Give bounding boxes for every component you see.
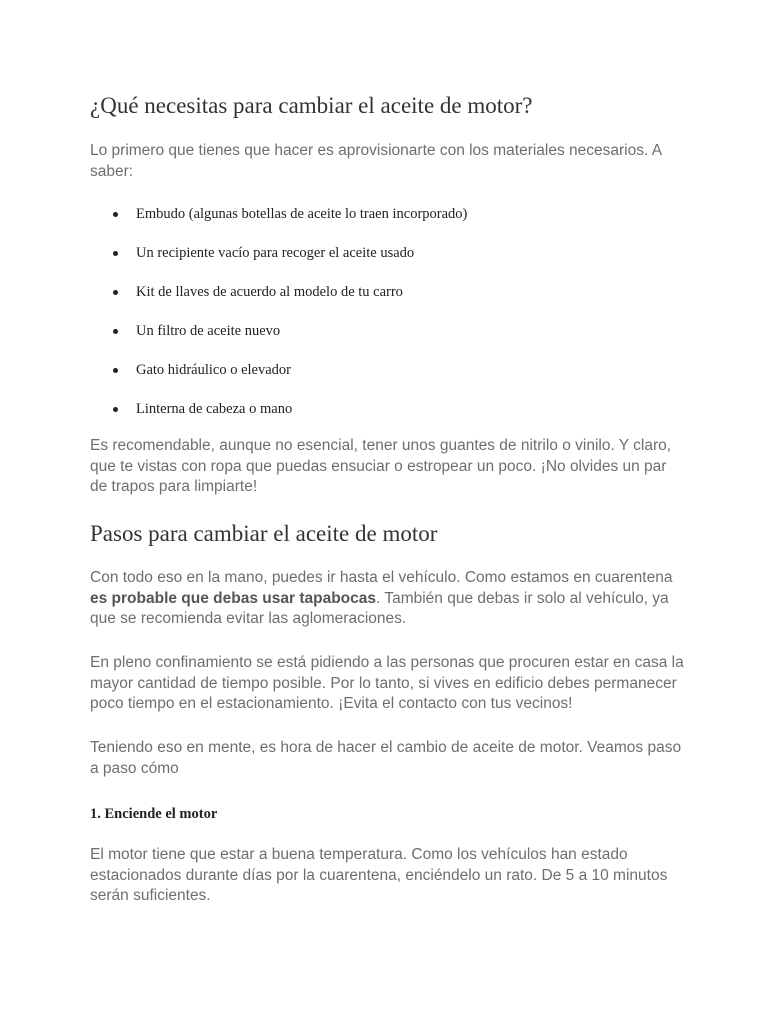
section2-title: Pasos para cambiar el aceite de motor — [90, 521, 438, 546]
step1-title: 1. Enciende el motor — [90, 806, 218, 822]
section1-note: Es recomendable, aunque no esencial, tener unos guantes de nitrilo o vinilo. Y claro, que te vistas con ropa que puedas ensuciar o estropear un poco. ¡No olvides un par de trapos para limpiarte! — [90, 437, 672, 495]
paragraph-text: Con todo eso en la mano, puedes ir hasta el vehículo. Como estamos en cuarentena — [90, 569, 673, 586]
list-item-text: Linterna de cabeza o mano — [136, 401, 293, 417]
bullet-icon — [113, 251, 118, 256]
bullet-icon — [113, 290, 118, 295]
section1-title: ¿Qué necesitas para cambiar el aceite de motor? — [90, 93, 533, 118]
list-item-text: Un recipiente vacío para recoger el aceite usado — [136, 245, 415, 261]
list-item-text: Embudo (algunas botellas de aceite lo traen incorporado) — [136, 206, 468, 222]
list-item — [90, 317, 467, 356]
bullet-icon — [113, 368, 118, 373]
section2-paragraph-2: En pleno confinamiento se está pidiendo a las personas que procuren estar en casa la mayor cantidad de tiempo posible. Por lo tanto, si vives en edificio debes permanecer poco tiempo en el estacionamiento. ¡Evita el contacto con tus vecinos! — [90, 654, 684, 712]
bullet-icon — [113, 212, 118, 217]
section2-paragraph-3: Teniendo eso en mente, es hora de hacer el cambio de aceite de motor. Veamos paso a paso cómo — [90, 739, 682, 777]
list-item — [90, 356, 467, 395]
paragraph-text: . También que debas ir solo al vehículo, ya que se recomienda evitar las aglomeraciones. — [90, 589, 669, 627]
bullet-icon — [113, 329, 118, 334]
step1-text: El motor tiene que estar a buena temperatura. Como los vehículos han estado estacionados durante días por la cuarentena, enciéndelo un rato. De 5 a 10 minutos serán suficientes. — [90, 846, 668, 904]
list-item-text: Gato hidráulico o elevador — [136, 362, 292, 378]
list-item — [90, 239, 467, 278]
list-item — [90, 200, 467, 239]
list-item-text: Kit de llaves de acuerdo al modelo de tu carro — [136, 284, 403, 300]
materials-list — [90, 200, 467, 434]
list-item-text: Un filtro de aceite nuevo — [136, 323, 281, 339]
paragraph-bold-text: es probable que debas usar tapabocas — [90, 589, 376, 607]
section2-paragraph-1 — [90, 568, 685, 630]
bullet-icon — [113, 407, 118, 412]
list-item — [90, 395, 467, 434]
section1-intro: Lo primero que tienes que hacer es aprovisionarte con los materiales necesarios. A saber: — [90, 142, 662, 180]
list-item — [90, 278, 467, 317]
